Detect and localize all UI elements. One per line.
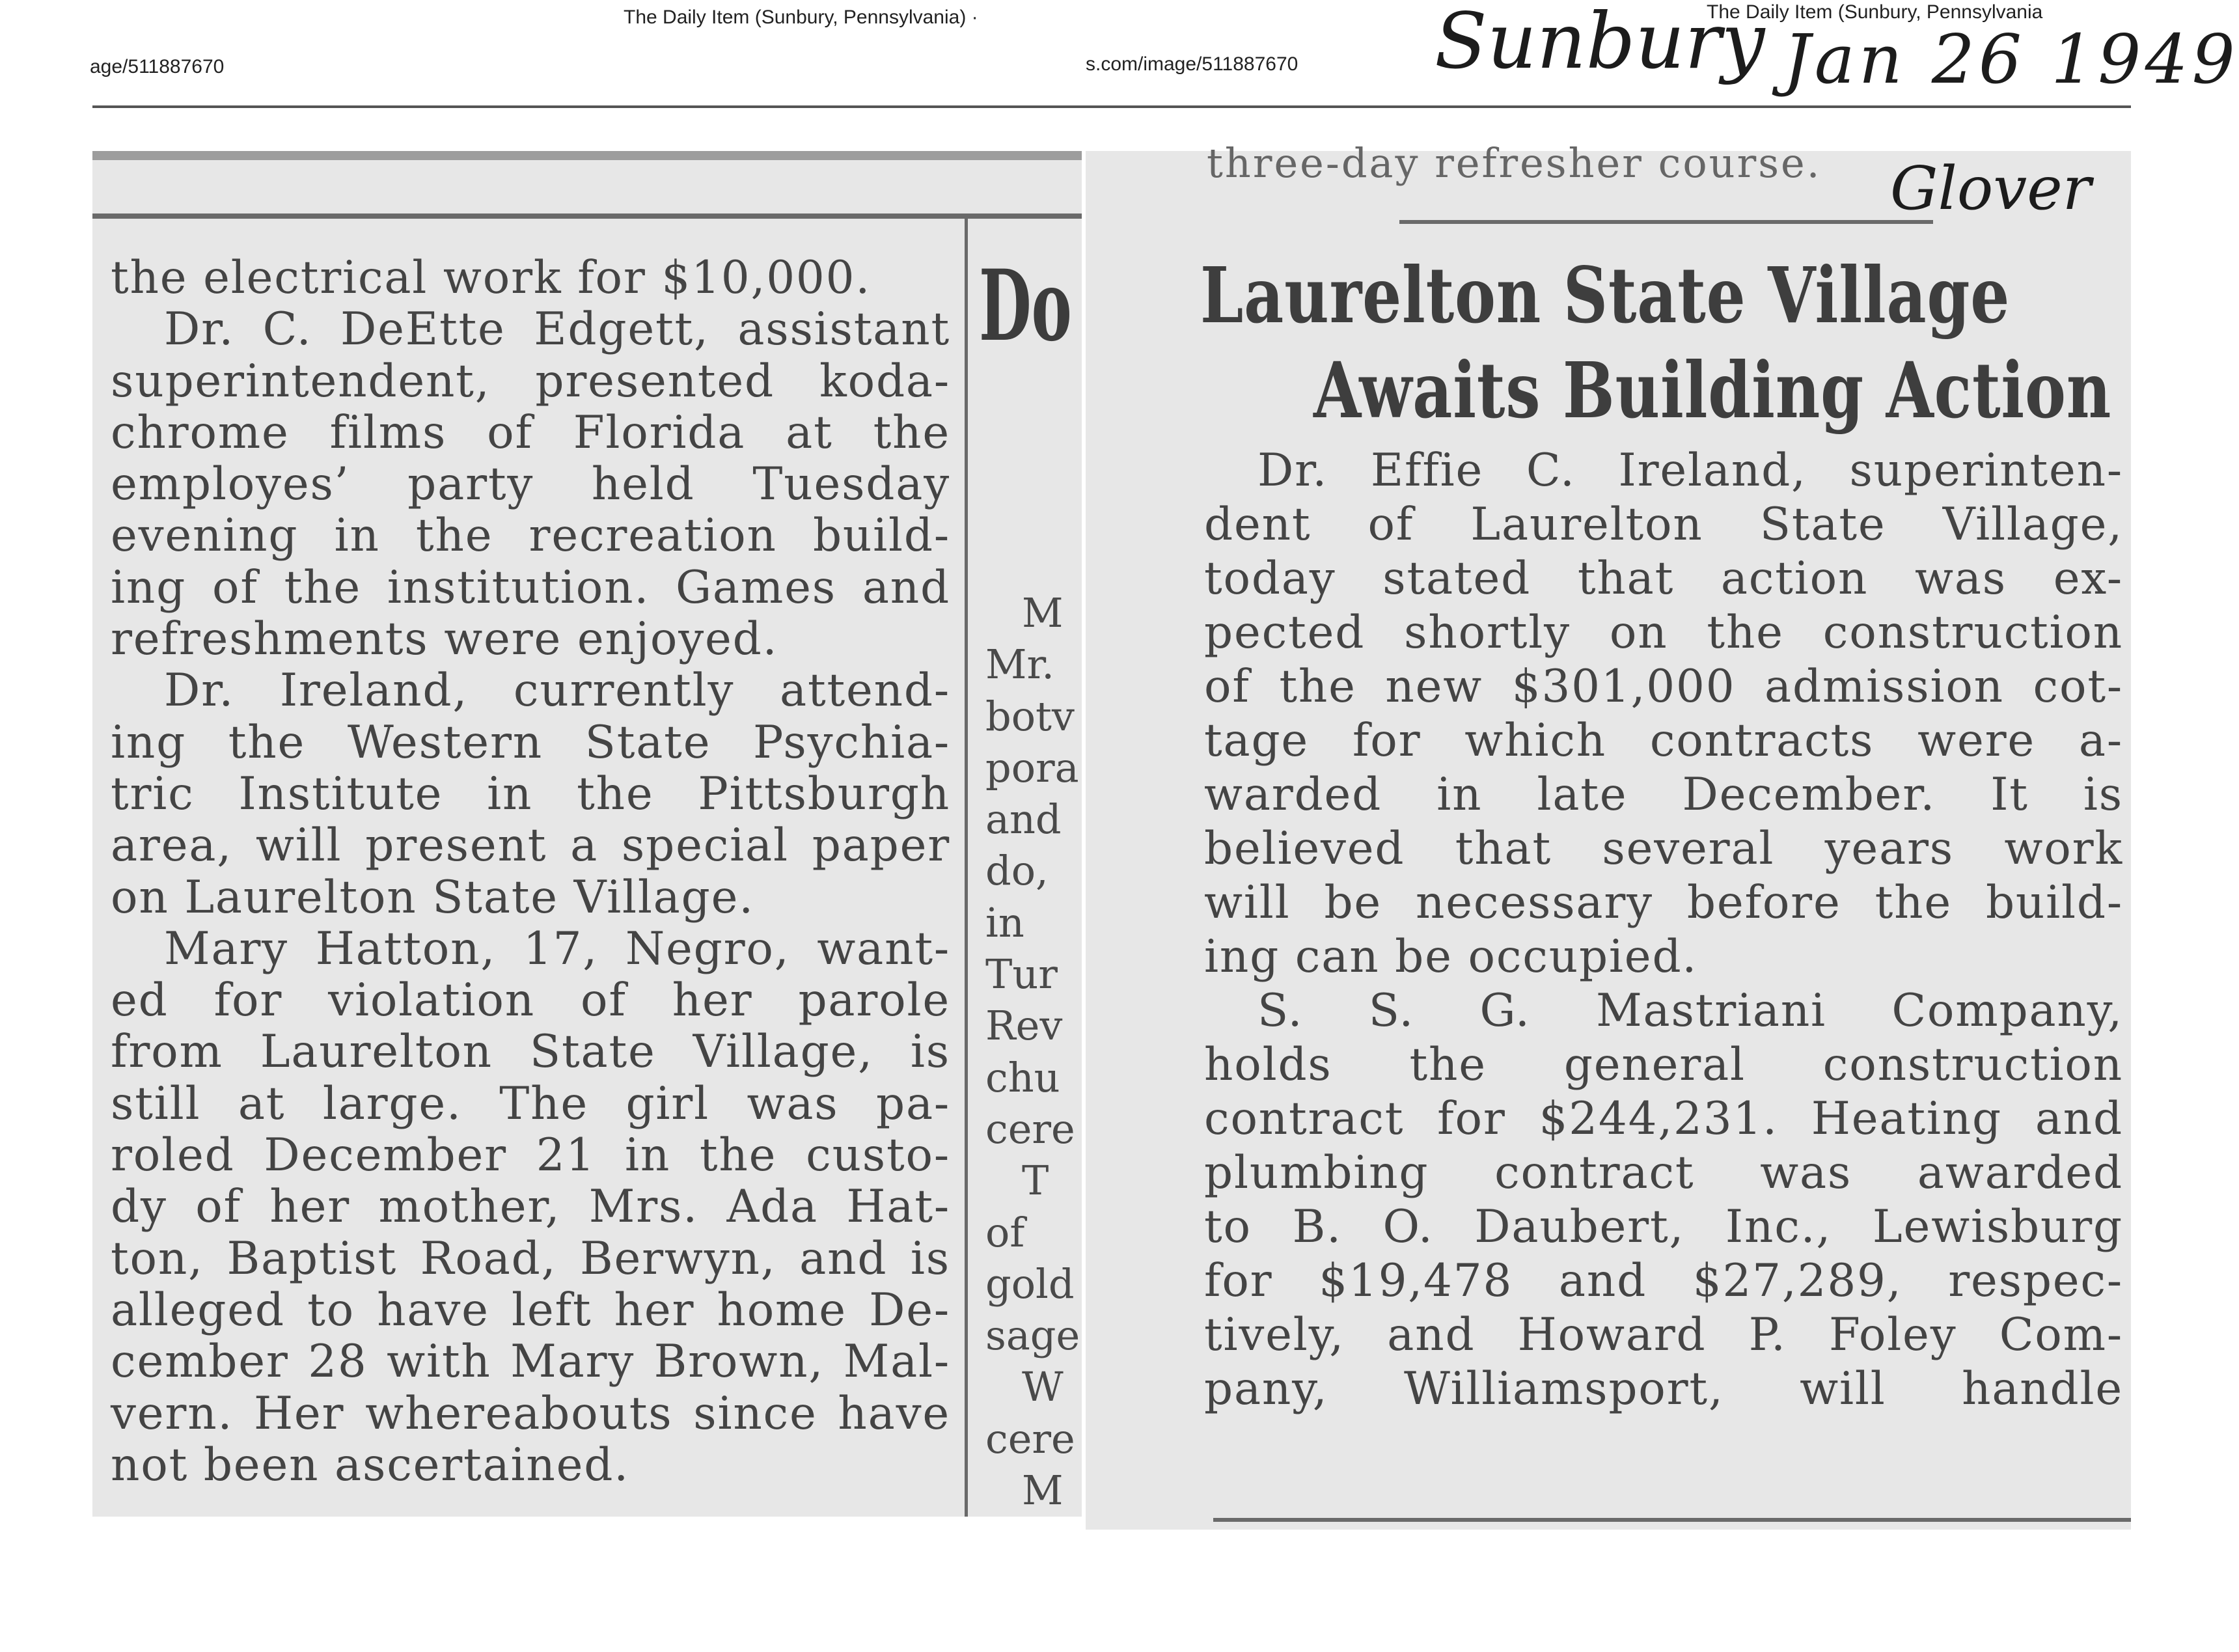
neighbor-line: M (1022, 1466, 1064, 1515)
article-line: not been ascertained. (111, 1439, 629, 1491)
handwritten-date: Jan 26 1949 (1783, 20, 2239, 99)
article-line: tric Institute in the Pittsburgh (111, 767, 950, 820)
article-line: evening in the recreation build- (111, 510, 950, 562)
article-line: employes’ party held Tuesday (111, 458, 950, 511)
article-line: contract for $244,231. Heating and (1204, 1093, 2123, 1145)
neighbor-line: sage (985, 1312, 1080, 1360)
article-line: Dr. Ireland, currently attend- (164, 665, 950, 717)
article-line: of the new $301,000 admission cot- (1204, 661, 2123, 713)
article-line: to B. O. Daubert, Inc., Lewisburg (1204, 1201, 2123, 1253)
article-line: will be necessary before the build- (1204, 877, 2123, 929)
clipping-top-edge (92, 151, 1082, 160)
neighbor-line: do, (985, 847, 1049, 895)
article-line: vern. Her whereabouts since have (111, 1387, 950, 1440)
neighbor-line: gold (985, 1260, 1075, 1308)
article-line: ed for violation of her parole (111, 974, 950, 1027)
article-line: for $19,478 and $27,289, respec- (1204, 1255, 2123, 1307)
article-line: Dr. Effie C. Ireland, superinten- (1257, 445, 2123, 497)
left-article-body (111, 253, 950, 1491)
neighbor-line: Tur (985, 950, 1058, 998)
article-line: tage for which contracts were a- (1204, 715, 2123, 767)
handwritten-place: Sunbury (1435, 0, 1765, 86)
neighbor-line: pora (985, 743, 1079, 792)
neighbor-line: of (985, 1208, 1025, 1256)
article-line: believed that several years work (1204, 823, 2123, 875)
headline-rule (1399, 220, 1933, 224)
article-line: ing of the institution. Games and (111, 561, 950, 614)
right-clipping (1086, 139, 2131, 1530)
clipping-top-rule (92, 213, 1082, 219)
right-article-body (1204, 444, 2123, 1416)
left-clipping (92, 151, 1082, 1517)
article-line: Mary Hatton, 17, Negro, want- (164, 922, 950, 975)
article-line: Dr. C. DeEtte Edgett, assistant (164, 303, 950, 356)
article-line: ton, Baptist Road, Berwyn, and is (111, 1232, 950, 1285)
neighbor-line: cere (985, 1414, 1075, 1463)
right-image-url: s.com/image/511887670 (1086, 53, 1298, 75)
column-divider (965, 219, 968, 1517)
headline-line-1: Laurelton State Village (1200, 250, 2011, 340)
article-line: the electrical work for $10,000. (111, 252, 872, 304)
article-line: pany, Williamsport, will handle (1204, 1363, 2123, 1415)
header-divider-right (1086, 105, 2131, 108)
neighbor-line: Mr. (985, 640, 1055, 689)
article-line: refreshments were enjoyed. (111, 613, 778, 666)
cut-top-line: three-day refresher course. (1207, 139, 1822, 187)
article-line: superintendent, presented koda- (111, 355, 950, 407)
article-line: roled December 21 in the custo- (111, 1129, 950, 1182)
article-line: today stated that action was ex- (1204, 553, 2123, 605)
neighbor-line: in (985, 898, 1024, 946)
neighbor-line: cere (985, 1105, 1075, 1153)
neighbor-line: Rev (985, 1002, 1063, 1050)
article-line: area, will present a special paper (111, 819, 950, 872)
article-line: ing the Western State Psychia- (111, 716, 950, 769)
article-line: still at large. The girl was pa- (111, 1077, 950, 1130)
left-page-header-title: The Daily Item (Sunbury, Pennsylvania) · (624, 7, 978, 28)
header-divider-left (92, 105, 1086, 108)
article-line: cember 28 with Mary Brown, Mal- (111, 1336, 950, 1388)
article-line: on Laurelton State Village. (111, 871, 754, 924)
neighbor-line: botv (985, 692, 1075, 740)
article-line: holds the general construction (1204, 1039, 2123, 1091)
article-line: ing can be occupied. (1204, 931, 1698, 983)
article-line: S. S. G. Mastriani Company, (1257, 985, 2123, 1037)
article-line: tively, and Howard P. Foley Com- (1204, 1309, 2123, 1361)
article-line: alleged to have left her home De- (111, 1284, 950, 1336)
neighbor-column-fragment (985, 587, 1080, 1516)
left-image-url: age/511887670 (90, 56, 225, 77)
neighbor-line: W (1022, 1363, 1064, 1411)
right-page-header-title: The Daily Item (Sunbury, Pennsylvania (1707, 1, 2043, 23)
article-line: pected shortly on the construction (1204, 607, 2123, 659)
handwritten-name: Glover (1890, 154, 2091, 223)
article-line: chrome films of Florida at the (111, 406, 950, 459)
article-line: warded in late December. It is (1204, 769, 2123, 821)
article-line: plumbing contract was awarded (1204, 1147, 2123, 1199)
article-line: dent of Laurelton State Village, (1204, 499, 2123, 551)
neighbor-line: T (1022, 1157, 1049, 1205)
neighbor-line: M (1022, 589, 1064, 637)
article-line: from Laurelton State Village, is (111, 1026, 950, 1079)
neighbor-line: chu (985, 1053, 1060, 1101)
neighbor-line: and (985, 795, 1062, 844)
headline-line-2: Awaits Building Action (1313, 345, 2112, 435)
neighbor-column-heading: Do (979, 249, 1072, 363)
clipping-bottom-rule (1213, 1518, 2131, 1522)
article-line: dy of her mother, Mrs. Ada Hat- (111, 1181, 950, 1233)
